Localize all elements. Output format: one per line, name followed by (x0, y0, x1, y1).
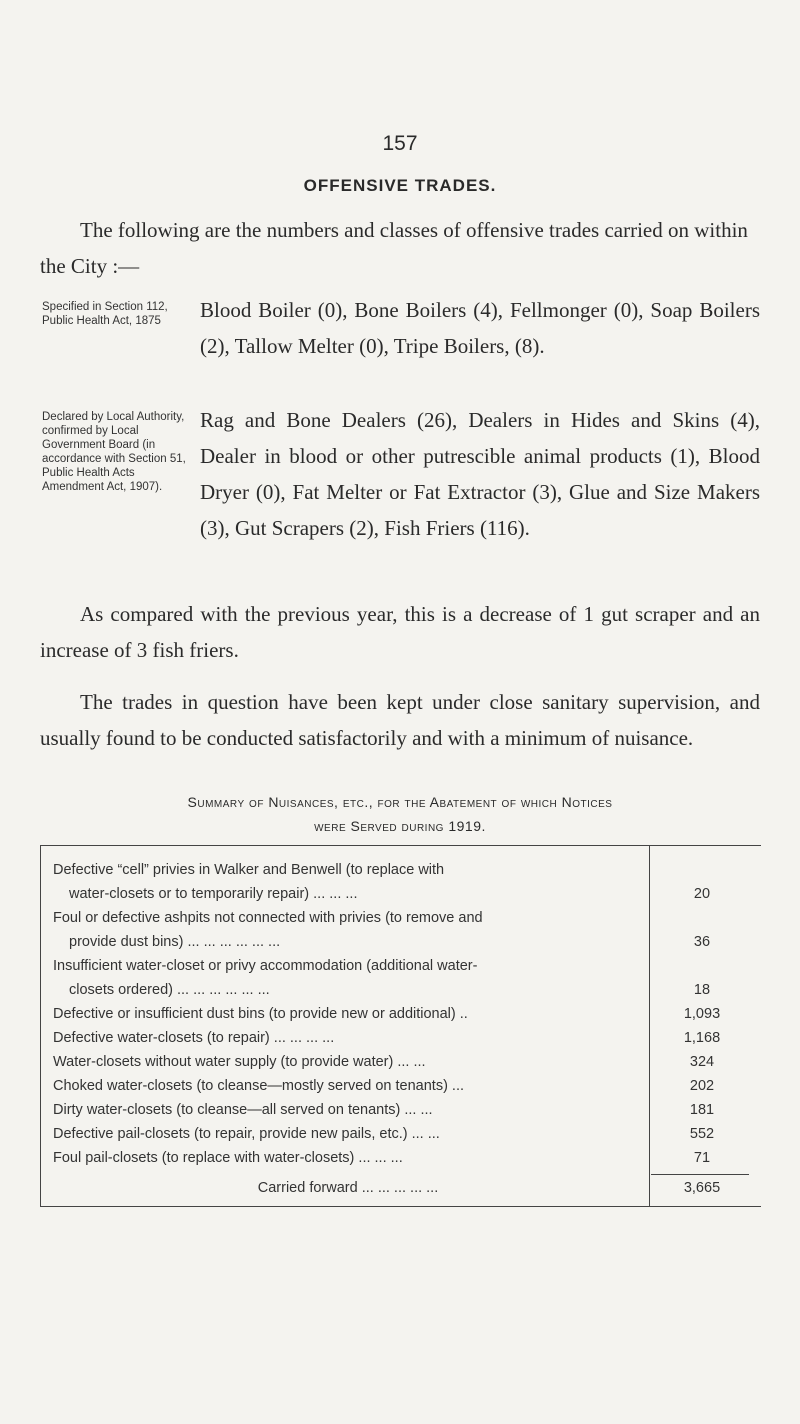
row-value: 324 (689, 1054, 715, 1070)
page-number: 157 (382, 132, 418, 155)
row-description: Insufficient water-closet or privy accommodation (additional water- (53, 958, 478, 974)
total-rule (651, 1174, 749, 1175)
row-description: Defective or insufficient dust bins (to provide new or additional) .. (53, 1006, 468, 1022)
row-value: 71 (693, 1150, 711, 1166)
row-value: 202 (689, 1078, 715, 1094)
comparison-paragraph: As compared with the previous year, this is a decrease of 1 gut scraper and an increase of 3 fish friers. (40, 602, 760, 662)
row-description: Water-closets without water supply (to provide water) ... ... (53, 1054, 426, 1070)
margin-note-specified: Specified in Section 112, Public Health Act, 1875 (42, 301, 168, 327)
row-value: 552 (689, 1126, 715, 1142)
nuisances-table (40, 845, 761, 1207)
row-description-continued: water-closets or to temporarily repair) ... ... ... (69, 886, 358, 902)
row-value: 18 (693, 982, 711, 998)
summary-title-line-1: Summary of Nuisances, etc., for the Abatement of which Notices (187, 794, 613, 810)
row-value: 20 (693, 886, 711, 902)
row-description: Defective pail-closets (to repair, provide new pails, etc.) ... ... (53, 1126, 440, 1142)
row-value: 181 (689, 1102, 715, 1118)
row-description: Dirty water-closets (to cleanse—all served on tenants) ... ... (53, 1102, 433, 1118)
margin-note-declared: Declared by Local Authority, confirmed by Local Government Board (in accordance with Section 51, Public Health Acts Amendment Act, 1907). (42, 411, 186, 493)
section-heading: OFFENSIVE TRADES. (303, 176, 497, 195)
carried-forward-value: 3,665 (683, 1180, 721, 1196)
row-description: Foul pail-closets (to replace with water-closets) ... ... ... (53, 1150, 403, 1166)
row-description: Choked water-closets (to cleanse—mostly served on tenants) ... (53, 1078, 465, 1094)
supervision-paragraph: The trades in question have been kept under close sanitary supervision, and usually found to be conducted satisfactorily and with a minimum of nuisance. (40, 690, 760, 750)
row-description-continued: provide dust bins) ... ... ... ... ... ... (69, 934, 281, 950)
summary-title (40, 790, 760, 838)
row-description: Defective “cell” privies in Walker and Benwell (to replace with (53, 862, 445, 878)
declared-trades-text: Rag and Bone Dealers (26), Dealers in Hides and Skins (4), Dealer in blood or other putrescible animal products (1), Blood Dryer (0), Fat Melter or Fat Extractor (3), Glue and Size Makers (3), Gut Scrapers (2), Fish Friers (116). (200, 408, 760, 540)
column-divider (649, 846, 650, 1206)
row-value: 1,093 (683, 1006, 721, 1022)
row-description: Foul or defective ashpits not connected with privies (to remove and (53, 910, 483, 926)
row-value: 1,168 (683, 1030, 721, 1046)
row-description-continued: closets ordered) ... ... ... ... ... ... (69, 982, 270, 998)
carried-forward-label: Carried forward ... ... ... ... ... (257, 1180, 439, 1196)
intro-paragraph: The following are the numbers and classes of offensive trades carried on within the City :— (40, 218, 748, 278)
summary-title-line-2: were Served during 1919. (314, 818, 486, 834)
row-value: 36 (693, 934, 711, 950)
specified-trades-text: Blood Boiler (0), Bone Boilers (4), Fellmonger (0), Soap Boilers (2), Tallow Melter (0), Tripe Boilers, (8). (200, 298, 760, 358)
row-description: Defective water-closets (to repair) ... ... ... ... (53, 1030, 335, 1046)
